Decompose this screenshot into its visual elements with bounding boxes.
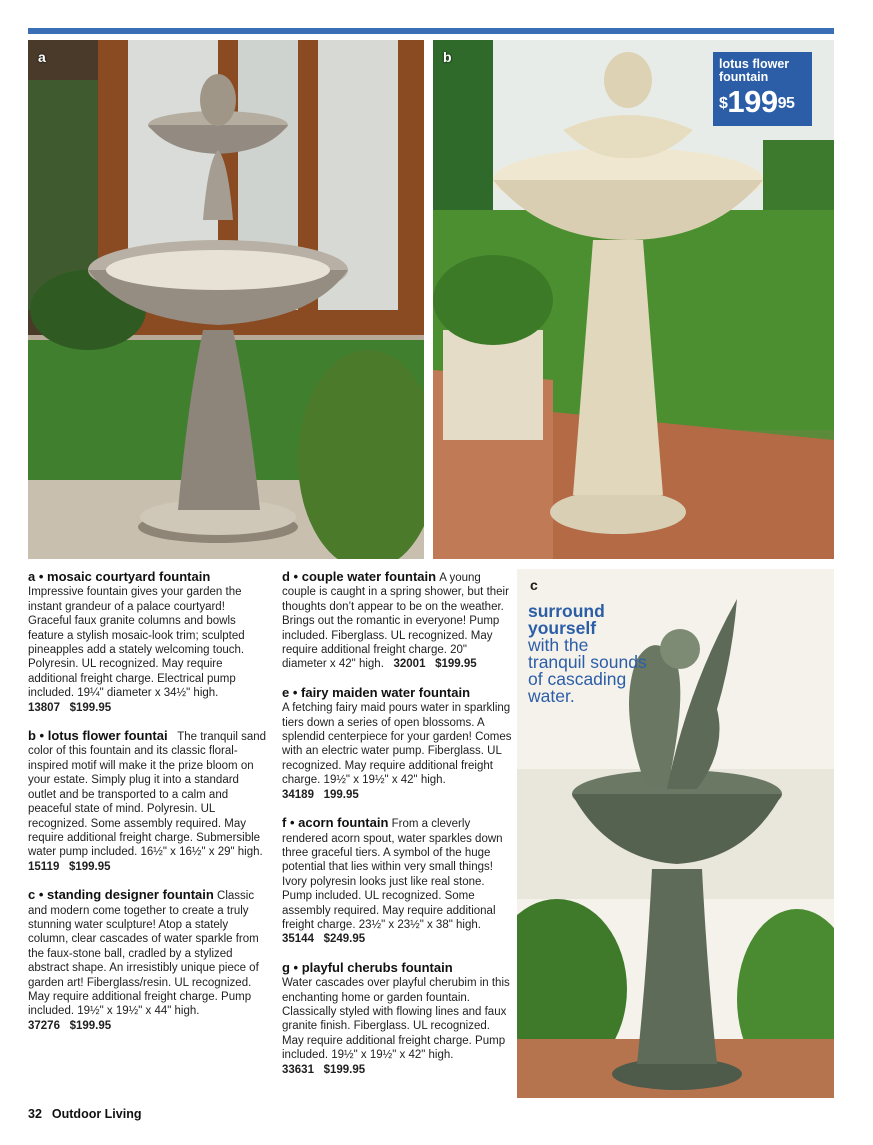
page-number: 32: [28, 1107, 42, 1121]
product-description: Impressive fountain gives your garden the instant grandeur of a palace courtyard! Graceful faux granite columns and bowls feature a stylish mosaic-look trim; sculpted pineapples add a stately welcoming touch. Polyresin. UL recognized. May require additional freight charge. Electrical pump included. 19¼" diameter x 34½" high.: [28, 586, 245, 700]
product-price: $199.95: [69, 1019, 112, 1032]
product-entry-g: [282, 961, 512, 1077]
product-entry-a: [28, 570, 268, 715]
product-price: $199.95: [435, 658, 477, 671]
product-description: Classic and modern come together to create a truly stunning water sculpture! Atop a stately column, clear cascades of water sparkle from the faux-stone ball, cradled by a stylized abstract shape. An irresistibly unique piece of garden art! Fiberglass/resin. UL recognized. May require additional freight charge. Pump included. 19½" x 19½" x 44" high.: [28, 890, 259, 1018]
product-sku: 37276: [28, 1019, 60, 1032]
product-title: d • couple water fountain: [282, 569, 437, 584]
product-description: A young couple is caught in a spring shower, but their thoughts don’t appear to be on the weather. Brings out the romantic in everyone! Pump included. Fiberglass. UL recognized. May require additional freight charge. 20" diameter x 42" high.: [282, 572, 509, 671]
product-sku: 15119: [28, 860, 60, 873]
price-badge: [713, 52, 812, 126]
product-sku: 13807: [28, 701, 60, 714]
product-description: A fetching fairy maid pours water in sparkling tiers down a series of open blossoms. A splendid centerpiece for your garden! Comes with an electric water pump. Fiberglass. UL recognized. May require additional freight charge. 19½" x 19½" x 42" high.: [282, 702, 512, 787]
product-price: $199.95: [68, 860, 111, 873]
product-entry-e: [282, 686, 512, 802]
product-sku: 32001: [393, 658, 426, 671]
photo-mosaic-courtyard-fountain: [28, 40, 424, 559]
price-badge-cents: 95: [777, 95, 795, 112]
photo-label-b: b: [443, 49, 452, 65]
product-title: b • lotus flower fountai: [28, 728, 168, 744]
product-description: Water cascades over playful cherubim in this enchanting home or garden fountain. Classically styled with flowing lines and faux granite finish. Fiberglass. UL recognized. May require additional freight charge. Pump included. 19½" x 19½" x 42" high.: [282, 977, 510, 1062]
product-title: e • fairy maiden water fountain: [282, 684, 471, 700]
product-title: a • mosaic courtyard fountain: [28, 569, 211, 584]
product-price: $199.95: [323, 1063, 366, 1076]
product-column-left: [28, 570, 268, 1047]
tagline-bold: surround yourself: [528, 601, 605, 638]
page-footer: [28, 1107, 141, 1121]
product-description: The tranquil sand color of this fountain and its classic floral-inspired motif will make it the prize bloom on your estate. Simply plug it into a standard outlet and be transported to a calm and peaceful state of mind. Polyresin. UL recognized. Some assembly required. May require additional freight charge. Submersible water pump included. 16½" x 16½" x 29" high.: [28, 731, 267, 859]
product-entry-c: [28, 888, 268, 1033]
product-title: g • playful cherubs fountain: [282, 959, 453, 975]
photo-label-c: c: [530, 577, 538, 593]
product-column-middle: [282, 570, 512, 1091]
product-title: f • acorn fountain: [282, 815, 389, 831]
section-name: Outdoor Living: [51, 1107, 142, 1121]
product-price: $199.95: [69, 701, 112, 714]
top-rule: [28, 28, 834, 34]
price-badge-price: [719, 86, 806, 118]
product-sku: 34189: [282, 788, 314, 801]
product-price: 199.95: [323, 788, 359, 801]
tagline-rest: with the tranquil sounds of cascading water.: [528, 635, 647, 706]
tagline: [528, 603, 648, 705]
price-badge-label: lotus flower fountain: [719, 57, 790, 84]
product-sku: 33631: [282, 1063, 314, 1076]
photo-lotus-flower-fountain: [433, 40, 834, 559]
product-entry-f: [282, 816, 512, 947]
product-price: $249.95: [323, 933, 366, 946]
product-title: c • standing designer fountain: [28, 887, 214, 903]
product-entry-b: [28, 729, 268, 874]
photo-label-a: a: [38, 49, 46, 65]
price-badge-dollar: $: [719, 95, 728, 112]
price-badge-amount: 199: [727, 84, 778, 119]
product-entry-d: [282, 570, 512, 672]
photo-standing-designer-fountain: [517, 569, 834, 1098]
product-description: From a cleverly rendered acorn spout, water sparkles down three graceful tiers. A symbol of the huge potential that lies within very small things! Ivory polyresin looks just like real stone. Pump included. UL recognized. Some assembly required. May require additional freight charge. 23½" x 23½" x 38" high.: [282, 818, 503, 931]
product-sku: 35144: [282, 933, 314, 946]
